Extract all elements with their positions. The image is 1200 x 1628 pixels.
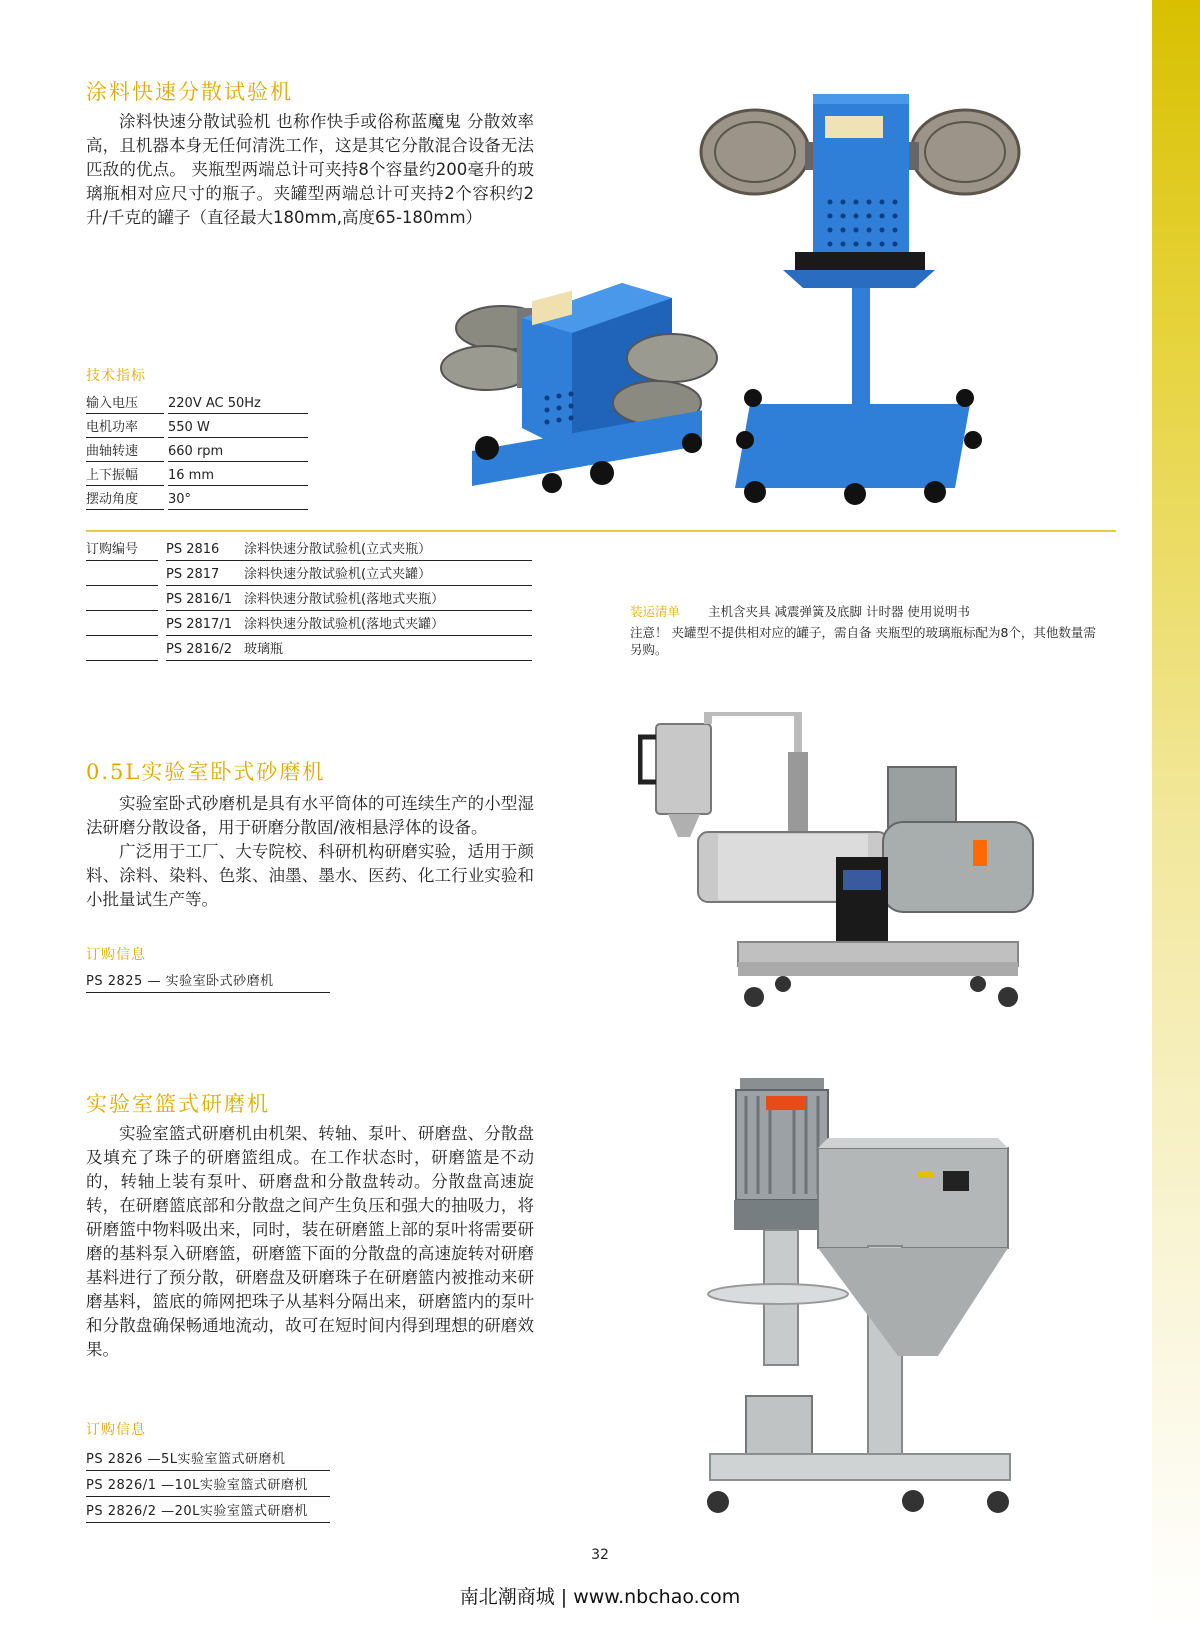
footer-site-link[interactable]: 南北潮商城 | www.nbchao.com	[459, 1586, 741, 1608]
section3-order-label: 订购信息	[86, 1422, 146, 1438]
order-row: PS 2816/2 玻璃瓶	[86, 636, 532, 661]
order-table	[86, 536, 532, 661]
section2-description	[86, 792, 534, 912]
section2-title: 0.5L实验室卧式砂磨机	[86, 760, 326, 784]
shipping-items: 主机含夹具 减震弹簧及底脚 计时器 使用说明书	[708, 604, 970, 619]
shipping-list	[630, 603, 1100, 658]
spec-row: 曲轴转速 660 rpm	[86, 438, 308, 462]
horizontal-mill-photo	[638, 712, 1048, 1032]
basket-mill-photo	[698, 1076, 1038, 1518]
spec-table	[86, 390, 308, 510]
section1-title: 涂料快速分散试验机	[86, 80, 293, 104]
section3-order-item: PS 2826 —5L实验室篮式研磨机	[86, 1448, 330, 1471]
section3-order-item: PS 2826/1 —10L实验室篮式研磨机	[86, 1474, 330, 1497]
order-row: 订购编号 PS 2816 涂料快速分散试验机(立式夹瓶）	[86, 536, 532, 561]
section1-description: 涂料快速分散试验机 也称作快手或俗称蓝魔鬼 分散效率高，且机器本身无任何清洗工作，这是其它分散混合设备无法匹敌的优点。 夹瓶型两端总计可夹持8个容量约200毫升的玻璃瓶相对应尺寸的瓶子。夹罐型两端总计可夹持2个容积约2升/千克的罐子（直径最大180mm,高度65-180mm）	[86, 112, 534, 227]
section3-title: 实验室篮式研磨机	[86, 1092, 270, 1116]
section2-order-label: 订购信息	[86, 947, 146, 963]
section2-para2: 广泛用于工厂、大专院校、科研机构研磨实验，适用于颜料、涂料、染料、色浆、油墨、墨水、医药、化工行业实验和小批量试生产等。	[86, 842, 534, 909]
tabletop-shaker-photo	[432, 278, 732, 518]
spec-label: 技术指标	[86, 368, 146, 384]
section-divider	[86, 530, 1116, 532]
floor-shaker-photo	[695, 92, 1025, 524]
shipping-label: 装运清单	[630, 604, 681, 619]
section3-description: 实验室篮式研磨机由机架、转轴、泵叶、研磨盘、分散盘及填充了珠子的研磨篮组成。在工作状态时，研磨篮是不动的，转轴上装有泵叶、研磨盘和分散盘转动。分散盘高速旋转，在研磨篮底部和分散盘之间产生负压和强大的抽吸力，将研磨篮中物料吸出来，同时，装在研磨篮上部的泵叶将需要研磨的基料泵入研磨篮，研磨篮下面的分散盘的高速旋转对研磨基料进行了预分散，研磨盘及研磨珠子在研磨篮内被推动来研磨基料，篮底的筛网把珠子从基料分隔出来，研磨篮内的泵叶和分散盘确保畅通地流动，故可在短时间内得到理想的研磨效果。	[86, 1124, 534, 1359]
section3-order-item: PS 2826/2 —20L实验室篮式研磨机	[86, 1500, 330, 1523]
spec-row: 电机功率 550 W	[86, 414, 308, 438]
shipping-note: 注意！ 夹罐型不提供相对应的罐子，需自备 夹瓶型的玻璃瓶标配为8个，其他数量需另购。	[630, 625, 1096, 657]
order-row: PS 2817 涂料快速分散试验机(立式夹罐）	[86, 561, 532, 586]
yellow-side-bar	[1152, 0, 1200, 1628]
section2-order-item: PS 2825 — 实验室卧式砂磨机	[86, 970, 330, 993]
spec-row: 摆动角度 30°	[86, 486, 308, 510]
page-number: 32	[591, 1547, 609, 1563]
section2-para1: 实验室卧式砂磨机是具有水平筒体的可连续生产的小型湿法研磨分散设备，用于研磨分散固/液相悬浮体的设备。	[86, 794, 534, 837]
spec-row: 上下振幅 16 mm	[86, 462, 308, 486]
order-row: PS 2816/1 涂料快速分散试验机(落地式夹瓶）	[86, 586, 532, 611]
spec-row: 输入电压 220V AC 50Hz	[86, 390, 308, 414]
order-row: PS 2817/1 涂料快速分散试验机(落地式夹罐）	[86, 611, 532, 636]
